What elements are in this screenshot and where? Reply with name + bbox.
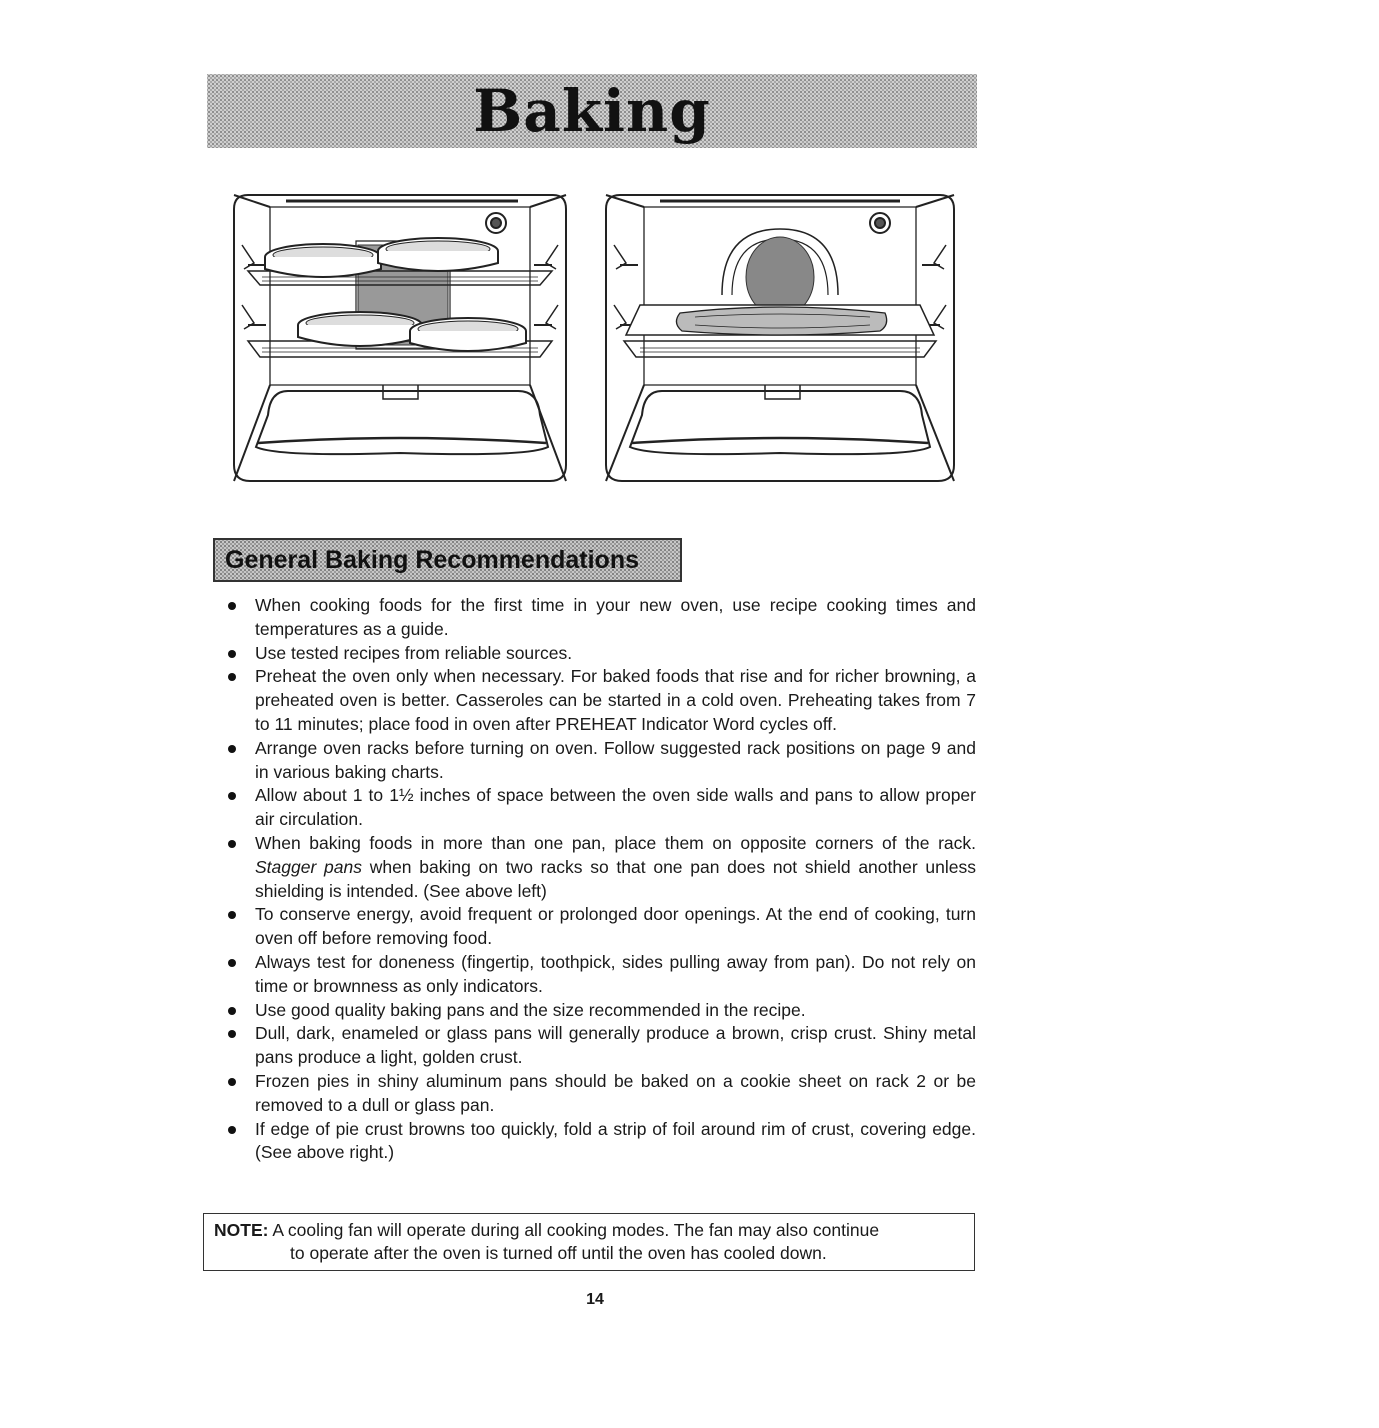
note-line-2: to operate after the oven is turned off until the oven has cooled down. bbox=[290, 1243, 827, 1263]
section-header bbox=[213, 538, 682, 582]
bullet-icon bbox=[228, 1078, 236, 1086]
list-item: To conserve energy, avoid frequent or prolonged door openings. At the end of cooking, turn oven off before removing food. bbox=[228, 903, 976, 951]
bullet-icon bbox=[228, 959, 236, 967]
list-item: Allow about 1 to 1½ inches of space between the oven side walls and pans to allow proper air circulation. bbox=[228, 784, 976, 832]
section-title: General Baking Recommendations bbox=[225, 546, 640, 574]
bullet-icon bbox=[228, 602, 236, 610]
emphasis-text: Stagger pans bbox=[255, 856, 362, 877]
bullet-icon bbox=[228, 840, 236, 848]
title-banner bbox=[207, 74, 977, 148]
bullet-icon bbox=[228, 1030, 236, 1038]
bullet-icon bbox=[228, 650, 236, 658]
list-item: When cooking foods for the first time in your new oven, use recipe cooking times and temperatures as a guide. bbox=[228, 594, 976, 642]
oven-illustration-staggered-pans bbox=[228, 185, 573, 490]
list-item: Use good quality baking pans and the size recommended in the recipe. bbox=[228, 999, 976, 1023]
recommendations-list bbox=[228, 594, 976, 1165]
list-item: Preheat the oven only when necessary. For baked foods that rise and for richer browning, a preheated oven is better. Casseroles can be started in a cold oven. Preheating takes from 7 to 11 minutes; place food in oven after PREHEAT Indicator Word cycles off. bbox=[228, 665, 976, 736]
note-line-1: A cooling fan will operate during all cooking modes. The fan may also continue bbox=[272, 1220, 880, 1240]
list-item: Frozen pies in shiny aluminum pans should be baked on a cookie sheet on rack 2 or be removed to a dull or glass pan. bbox=[228, 1070, 976, 1118]
note-label: NOTE: bbox=[214, 1220, 269, 1240]
list-item: If edge of pie crust browns too quickly, fold a strip of foil around rim of crust, covering edge. (See above right.) bbox=[228, 1118, 976, 1166]
page-number: 14 bbox=[586, 1291, 604, 1308]
note-text bbox=[214, 1219, 966, 1265]
bullet-icon bbox=[228, 745, 236, 753]
list-item: Dull, dark, enameled or glass pans will generally produce a brown, crisp crust. Shiny metal pans produce a light, golden crust. bbox=[228, 1022, 976, 1070]
list-item: Use tested recipes from reliable sources. bbox=[228, 642, 976, 666]
list-item: Arrange oven racks before turning on oven. Follow suggested rack positions on page 9 and in various baking charts. bbox=[228, 737, 976, 785]
bullet-icon bbox=[228, 673, 236, 681]
page-title: Baking bbox=[473, 77, 711, 145]
list-item: Always test for doneness (fingertip, toothpick, sides pulling away from pan). Do not rely on time or brownness as only indicators. bbox=[228, 951, 976, 999]
oven-illustration-foil-pie bbox=[600, 185, 962, 490]
list-item: When baking foods in more than one pan, place them on opposite corners of the rack. Stagger pans when baking on two racks so that one pan does not shield another unless shielding is intended. (See above left) bbox=[228, 832, 976, 903]
bullet-icon bbox=[228, 1126, 236, 1134]
note-box bbox=[203, 1213, 975, 1271]
bullet-icon bbox=[228, 792, 236, 800]
bullet-icon bbox=[228, 911, 236, 919]
bullet-icon bbox=[228, 1007, 236, 1015]
